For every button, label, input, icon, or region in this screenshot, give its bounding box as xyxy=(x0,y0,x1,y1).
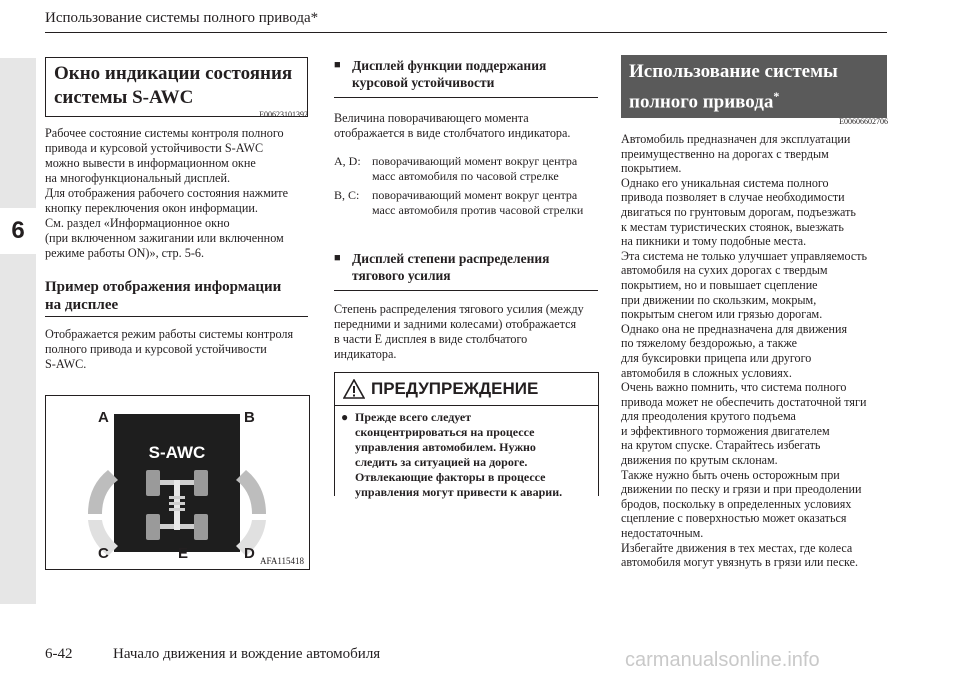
traction-bars-e xyxy=(169,496,185,511)
text-line: движения по крутым склонам. xyxy=(621,453,778,468)
figure-label-b: B xyxy=(244,409,255,426)
text-line: полного привода и курсовой устойчивости xyxy=(45,342,267,356)
definition-line: масс автомобиля по часовой стрелке xyxy=(372,169,559,183)
figure-label-c: C xyxy=(98,545,109,562)
display-swac-text: S-AWC xyxy=(148,443,206,462)
header-divider xyxy=(45,32,887,33)
warning-box xyxy=(334,372,599,499)
definition-key: A, D: xyxy=(334,154,361,168)
definition-list xyxy=(334,154,599,218)
heading-line: курсовой устойчивости xyxy=(352,75,495,90)
paragraph-display-example xyxy=(45,327,310,372)
definition-row xyxy=(334,188,599,218)
text-line: при движении по скользким, мокрым, xyxy=(621,292,817,307)
subheading-traction-display xyxy=(334,250,599,284)
text-line: Степень распределения тягового усилия (между xyxy=(334,302,584,316)
warning-title-bar xyxy=(335,373,598,406)
chapter-side-strip xyxy=(0,58,36,604)
text-line: Избегайте движения в тех местах, где колеса xyxy=(621,540,853,555)
warning-line: следить за ситуацией на дороге. xyxy=(355,455,528,469)
warning-line: Отвлекающие факторы в процессе xyxy=(355,470,546,484)
section-heading-awd-usage xyxy=(621,55,887,118)
definition-key: B, C: xyxy=(334,188,360,202)
heading-line: на дисплее xyxy=(45,297,119,313)
text-line: Величина поворачивающего момента xyxy=(334,111,529,125)
text-line: автомобиля могут увязнуть в грязи или песке. xyxy=(621,555,859,570)
warning-line: Прежде всего следует xyxy=(355,410,472,424)
heading-line: Использование системы xyxy=(629,61,838,82)
text-line: Эта система не только улучшает управляемость xyxy=(621,248,868,263)
paragraph-swac-intro xyxy=(45,126,310,261)
text-line: Очень важно помнить, что система полного xyxy=(621,380,847,395)
text-line: на крутом спуске. Старайтесь избегать xyxy=(621,438,821,453)
text-line: для буксировки прицепа или другого xyxy=(621,350,812,365)
text-line: и эффективного торможения двигателем xyxy=(621,423,830,438)
warning-triangle-icon xyxy=(343,379,365,399)
text-line: к местам туристических стоянок, выезжать xyxy=(621,219,844,234)
section-code: E00623101392 xyxy=(259,110,308,119)
text-line: сцепление с поверхностью может оказаться xyxy=(621,511,847,526)
text-line: автомобиля на сухих дорогах с твердым xyxy=(621,263,828,278)
heading-line: Окно индикации состояния xyxy=(54,63,293,84)
bullet-icon: ■ xyxy=(334,252,341,264)
text-line: автомобиля в сложных условиях. xyxy=(621,365,792,380)
text-line: в части E дисплея в виде столбчатого xyxy=(334,332,528,346)
swac-display-figure xyxy=(45,395,310,570)
right-torque-bars xyxy=(236,470,266,556)
text-line: можно вывести в информационном окне xyxy=(45,156,256,170)
figure-id: AFA115418 xyxy=(259,556,304,566)
text-line: привода и курсовой устойчивости S-AWC xyxy=(45,141,264,155)
text-line: недостаточным. xyxy=(621,526,704,541)
definition-line: масс автомобиля против часовой стрелки xyxy=(372,203,584,217)
bullet-icon: ● xyxy=(341,410,349,424)
text-line: привода может не обеспечить достаточной тяги xyxy=(621,394,867,409)
text-line: на многофункциональный дисплей. xyxy=(45,171,231,185)
subheading-divider xyxy=(45,316,308,317)
text-line: Для отображения рабочего состояния нажмите xyxy=(45,186,289,200)
paragraph-stability-display xyxy=(334,111,599,141)
bullet-icon: ■ xyxy=(334,59,341,71)
text-line: Однако его уникальная система полного xyxy=(621,175,829,190)
text-line: для преодоления крутого подъема xyxy=(621,409,796,424)
warning-title: ПРЕДУПРЕЖДЕНИЕ xyxy=(371,379,539,398)
text-line: покрытым снегом или грязью дорогам. xyxy=(621,307,823,322)
section-code: E00606602706 xyxy=(839,117,888,126)
definition-line: поворачивающий момент вокруг центра xyxy=(372,188,578,202)
heading-line: Дисплей степени распределения xyxy=(352,251,550,266)
watermark-brand: carmanualsonline.info xyxy=(625,649,820,671)
heading-line: Дисплей функции поддержания xyxy=(352,58,547,73)
subheading-divider xyxy=(334,290,598,291)
warning-line: управления автомобилем. Нужно xyxy=(355,440,536,454)
text-line: кнопку переключения окон информации. xyxy=(45,201,258,215)
text-line: покрытием. xyxy=(621,161,682,176)
text-line: Автомобиль предназначен для эксплуатации xyxy=(621,132,851,146)
heading-asterisk: * xyxy=(773,89,780,103)
chapter-tab: 6 xyxy=(0,208,36,254)
warning-line: сконцентрироваться на процессе xyxy=(355,425,535,439)
text-line: покрытием, но и повышает сцепление xyxy=(621,277,818,292)
definition-line: поворачивающий момент вокруг центра xyxy=(372,154,578,168)
text-line: на пикники и тому подобные места. xyxy=(621,234,807,249)
text-line: режиме работы ON)», стр. 5-6. xyxy=(45,246,205,260)
text-line: Рабочее состояние системы контроля полного xyxy=(45,126,284,140)
subheading-stability-display xyxy=(334,57,599,91)
text-line: преимущественно на дорогах с твердым xyxy=(621,146,829,161)
section-heading-swac-window xyxy=(45,57,308,117)
heading-line xyxy=(629,84,879,114)
text-line: Однако она не предназначена для движения xyxy=(621,321,848,336)
text-line: по тяжелому бездорожью, а также xyxy=(621,336,798,351)
figure-label-a: A xyxy=(98,409,109,426)
text-line: Отображается режим работы системы контроля xyxy=(45,327,294,341)
text-line: бродов, поскольку в определенных условиях xyxy=(621,496,852,511)
left-torque-bars xyxy=(88,470,118,556)
page-header-title: Использование системы полного привода* xyxy=(45,10,319,26)
text-line: S-AWC. xyxy=(45,357,87,371)
heading-line: системы S-AWC xyxy=(54,87,194,108)
page-number: 6-42 xyxy=(45,646,73,662)
swac-display-illustration xyxy=(46,396,309,569)
figure-label-e: E xyxy=(178,545,189,562)
subheading-divider xyxy=(334,97,598,98)
subheading-display-example xyxy=(45,278,310,314)
definition-row xyxy=(334,154,599,184)
paragraph-traction-display xyxy=(334,302,599,362)
text-line: См. раздел «Информационное окно xyxy=(45,216,230,230)
text-line: двигаться по грунтовым дорогам, подъезжать xyxy=(621,204,856,219)
heading-line: Пример отображения информации xyxy=(45,279,282,295)
text-line: привода позволяет в случае необходимости xyxy=(621,190,845,205)
warning-body xyxy=(335,406,598,504)
heading-line-text: полного привода xyxy=(629,91,774,113)
warning-line: управления могут привести к аварии. xyxy=(355,485,563,499)
text-line: передними и задними колесами) отображается xyxy=(334,317,577,331)
text-line: индикатора. xyxy=(334,347,397,361)
heading-line: тягового усилия xyxy=(352,268,451,283)
text-line: движении по песку и грязи и при преодолении xyxy=(621,482,862,497)
figure-label-d: D xyxy=(244,545,255,562)
text-line: (при включенном зажигании или включенном xyxy=(45,231,284,245)
footer-section-title: Начало движения и вождение автомобиля xyxy=(113,646,381,662)
text-line: отображается в виде столбчатого индикатора. xyxy=(334,126,571,140)
text-line: Также нужно быть очень осторожным при xyxy=(621,467,840,482)
paragraph-awd-usage xyxy=(621,132,889,570)
